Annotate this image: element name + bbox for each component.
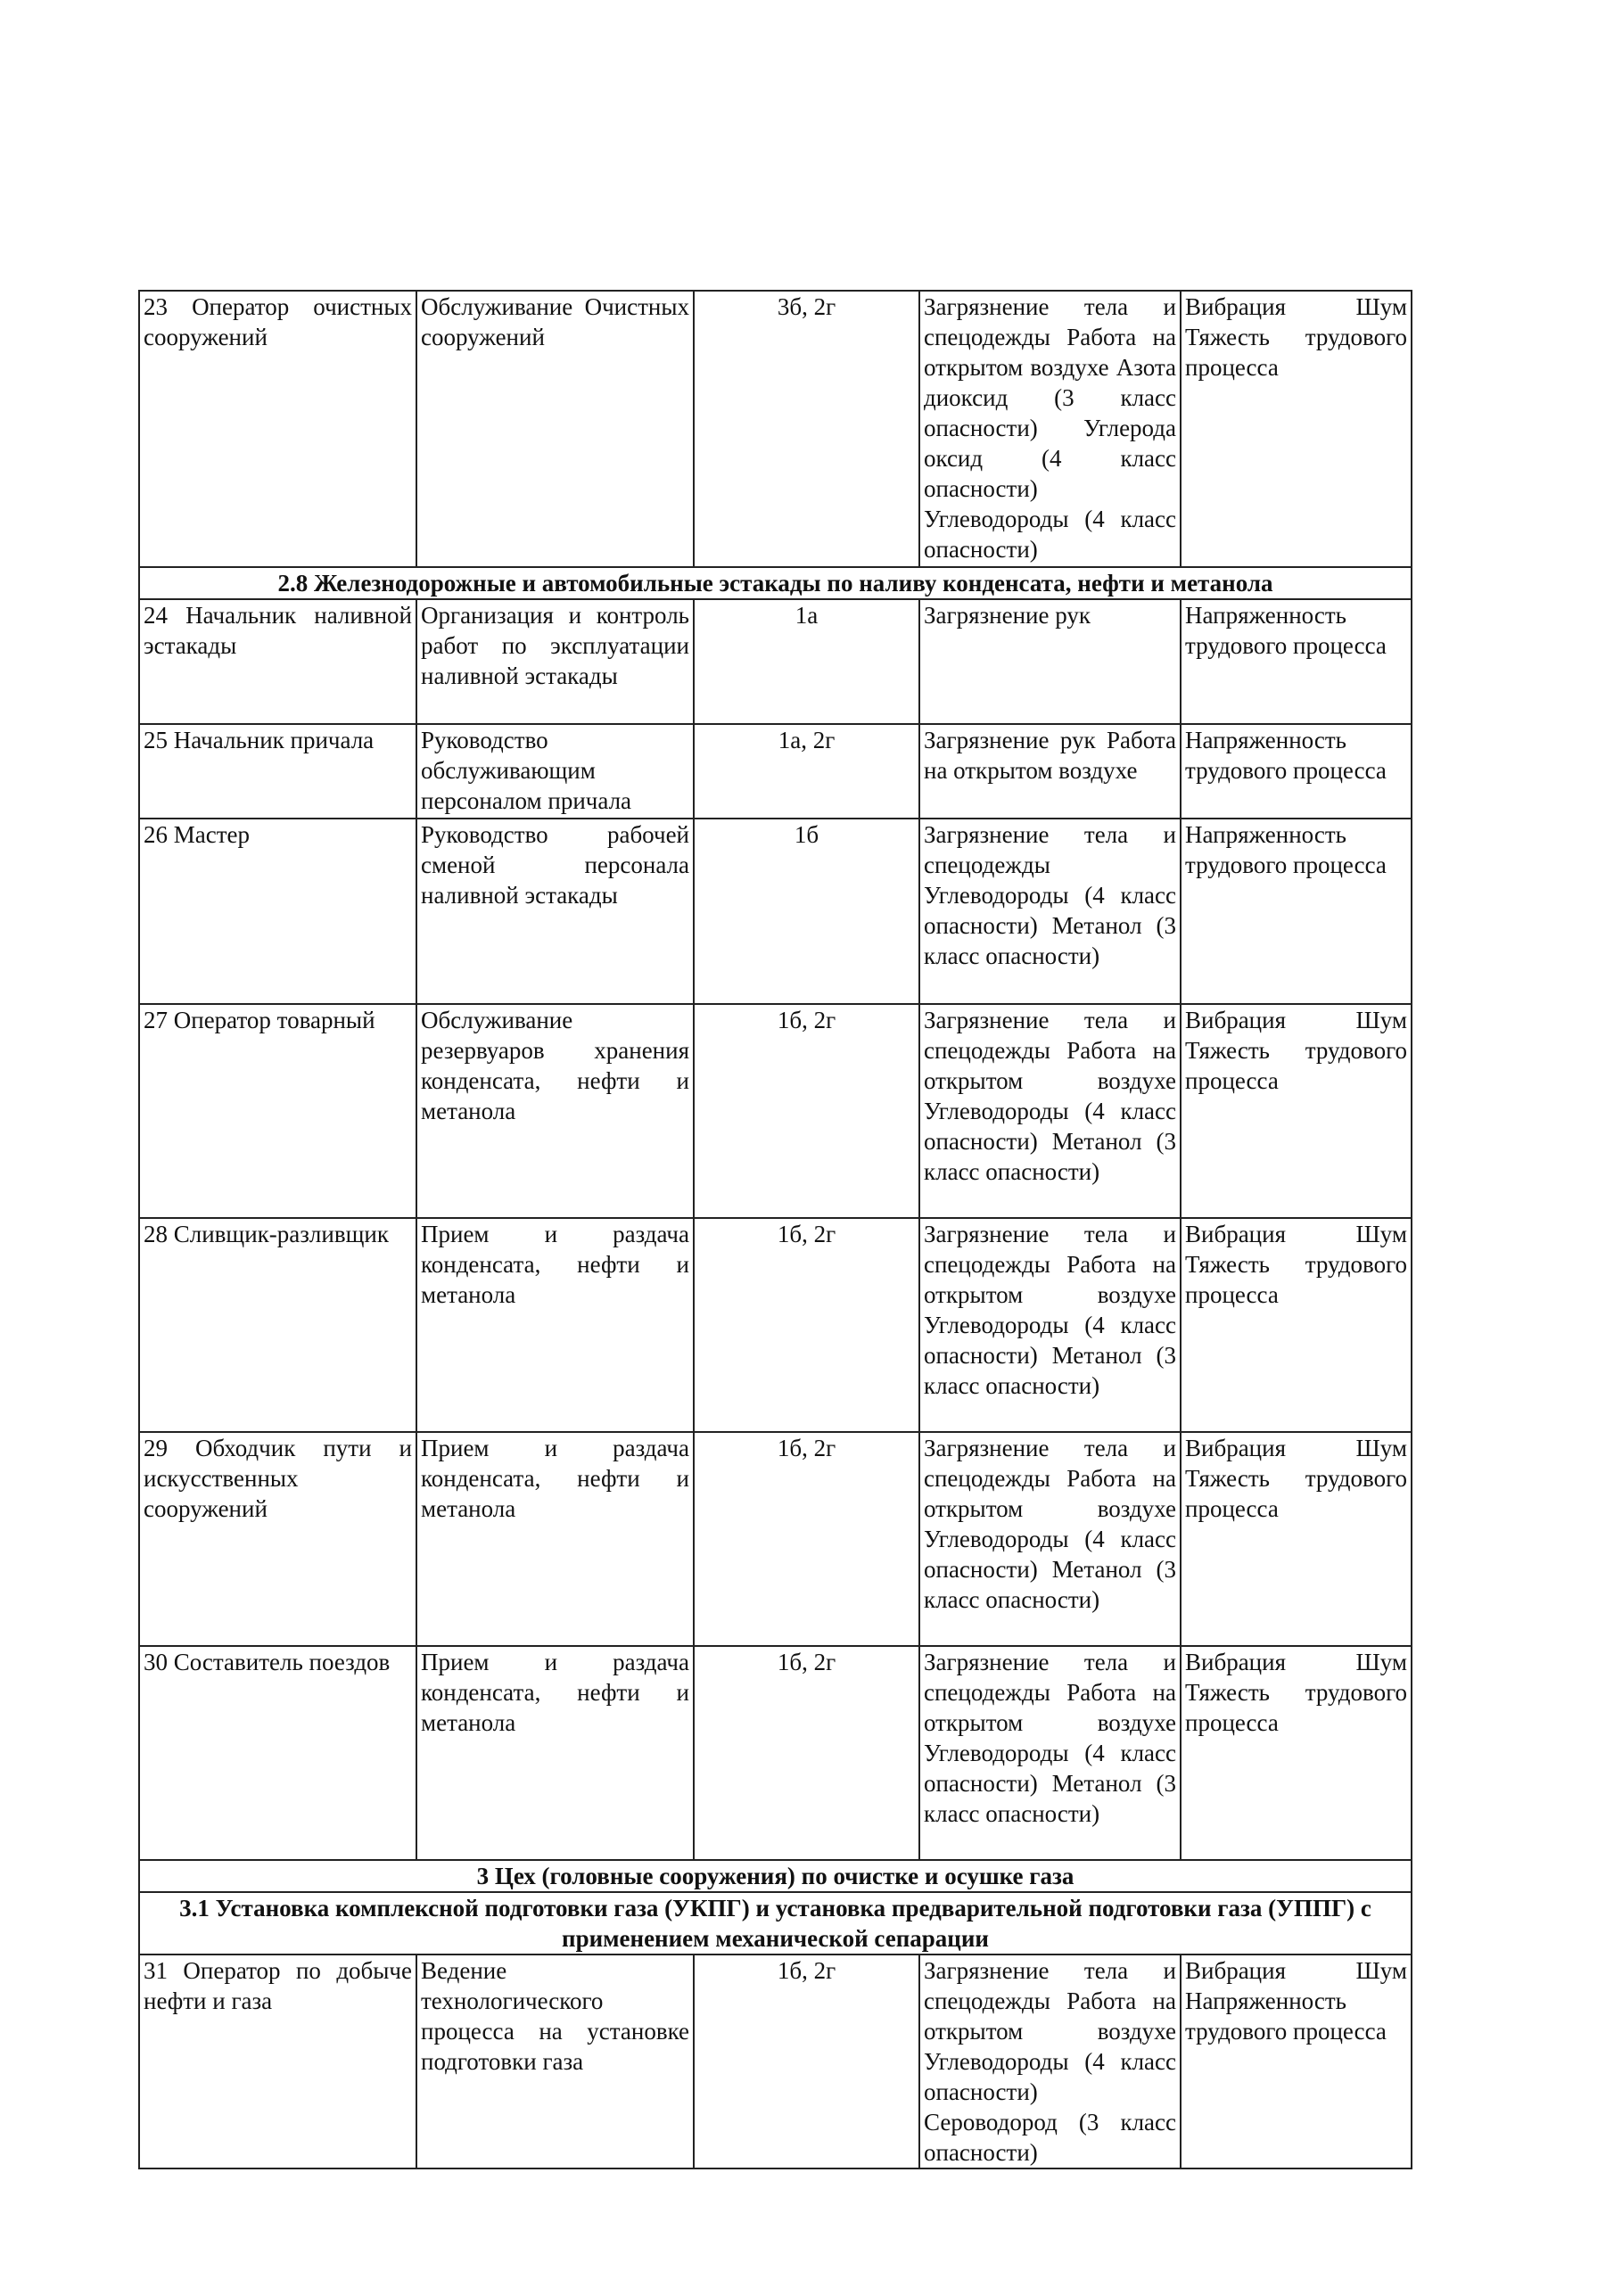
work-cell: Ведение технологического процесса на установке подготовки газа — [416, 1954, 694, 2168]
position-cell: 29 Обходчик пути и искусственных сооружений — [139, 1432, 416, 1646]
extra-factors-cell: Вибрация Шум Тяжесть трудового процесса — [1181, 291, 1412, 567]
section-row — [139, 1892, 1412, 1954]
table-row — [139, 291, 1412, 567]
table-row — [139, 724, 1412, 819]
factors-cell: Загрязнение тела и спецодежды Углеводороды (4 класс опасности) Метанол (3 класс опасности) — [919, 819, 1181, 1004]
factors-cell: Загрязнение тела и спецодежды Работа на открытом воздухе Углеводороды (4 класс опасности) Метанол (3 класс опасности) — [919, 1004, 1181, 1218]
section-heading: 3 Цех (головные сооружения) по очистке и осушке газа — [139, 1860, 1412, 1892]
extra-factors-cell: Напряженность трудового процесса — [1181, 724, 1412, 819]
position-cell: 30 Составитель поездов — [139, 1646, 416, 1860]
position-cell: 23 Оператор очистных сооружений — [139, 291, 416, 567]
table-row — [139, 1954, 1412, 2168]
work-cell: Руководство рабочей сменой персонала наливной эстакады — [416, 819, 694, 1004]
table-row — [139, 1004, 1412, 1218]
position-cell: 24 Начальник наливной эстакады — [139, 599, 416, 724]
extra-factors-cell: Напряженность трудового процесса — [1181, 819, 1412, 1004]
class-cell: 1б, 2г — [694, 1954, 919, 2168]
section-heading: 3.1 Установка комплексной подготовки газа (УКПГ) и установка предварительной подготовки газа (УППГ) с применением механической сепарации — [139, 1892, 1412, 1954]
work-cell: Обслуживание Очистных сооружений — [416, 291, 694, 567]
section-heading: 2.8 Железнодорожные и автомобильные эстакады по наливу конденсата, нефти и метанола — [139, 567, 1412, 599]
class-cell: 1б, 2г — [694, 1218, 919, 1432]
work-cell: Прием и раздача конденсата, нефти и метанола — [416, 1218, 694, 1432]
class-cell: 1б, 2г — [694, 1432, 919, 1646]
work-cell: Организация и контроль работ по эксплуатации наливной эстакады — [416, 599, 694, 724]
table-row — [139, 1646, 1412, 1860]
section-row — [139, 1860, 1412, 1892]
extra-factors-cell: Вибрация Шум Тяжесть трудового процесса — [1181, 1432, 1412, 1646]
extra-factors-cell: Вибрация Шум Напряженность трудового процесса — [1181, 1954, 1412, 2168]
class-cell: 1б — [694, 819, 919, 1004]
extra-factors-cell: Вибрация Шум Тяжесть трудового процесса — [1181, 1646, 1412, 1860]
class-cell: 1а, 2г — [694, 724, 919, 819]
work-cell: Руководство обслуживающим персоналом причала — [416, 724, 694, 819]
hazard-table-body — [139, 291, 1412, 2168]
factors-cell: Загрязнение тела и спецодежды Работа на открытом воздухе Углеводороды (4 класс опасности) Метанол (3 класс опасности) — [919, 1646, 1181, 1860]
class-cell: 1а — [694, 599, 919, 724]
table-row — [139, 1218, 1412, 1432]
work-cell: Обслуживание резервуаров хранения конденсата, нефти и метанола — [416, 1004, 694, 1218]
extra-factors-cell: Вибрация Шум Тяжесть трудового процесса — [1181, 1218, 1412, 1432]
hazard-table — [138, 290, 1412, 2169]
position-cell: 31 Оператор по добыче нефти и газа — [139, 1954, 416, 2168]
position-cell: 27 Оператор товарный — [139, 1004, 416, 1218]
factors-cell: Загрязнение рук Работа на открытом воздухе — [919, 724, 1181, 819]
position-cell: 25 Начальник причала — [139, 724, 416, 819]
work-cell: Прием и раздача конденсата, нефти и метанола — [416, 1432, 694, 1646]
extra-factors-cell: Вибрация Шум Тяжесть трудового процесса — [1181, 1004, 1412, 1218]
extra-factors-cell: Напряженность трудового процесса — [1181, 599, 1412, 724]
table-row — [139, 599, 1412, 724]
section-row — [139, 567, 1412, 599]
factors-cell: Загрязнение рук — [919, 599, 1181, 724]
work-cell: Прием и раздача конденсата, нефти и метанола — [416, 1646, 694, 1860]
factors-cell: Загрязнение тела и спецодежды Работа на открытом воздухе Углеводороды (4 класс опасности) Метанол (3 класс опасности) — [919, 1218, 1181, 1432]
table-row — [139, 819, 1412, 1004]
factors-cell: Загрязнение тела и спецодежды Работа на открытом воздухе Азота диоксид (3 класс опасности) Углерода оксид (4 класс опасности) Углеводороды (4 класс опасности) — [919, 291, 1181, 567]
position-cell: 26 Мастер — [139, 819, 416, 1004]
class-cell: 3б, 2г — [694, 291, 919, 567]
table-row — [139, 1432, 1412, 1646]
class-cell: 1б, 2г — [694, 1004, 919, 1218]
class-cell: 1б, 2г — [694, 1646, 919, 1860]
position-cell: 28 Сливщик-разливщик — [139, 1218, 416, 1432]
factors-cell: Загрязнение тела и спецодежды Работа на открытом воздухе Углеводороды (4 класс опасности) Метанол (3 класс опасности) — [919, 1432, 1181, 1646]
factors-cell: Загрязнение тела и спецодежды Работа на открытом воздухе Углеводороды (4 класс опасности) Сероводород (3 класс опасности) — [919, 1954, 1181, 2168]
